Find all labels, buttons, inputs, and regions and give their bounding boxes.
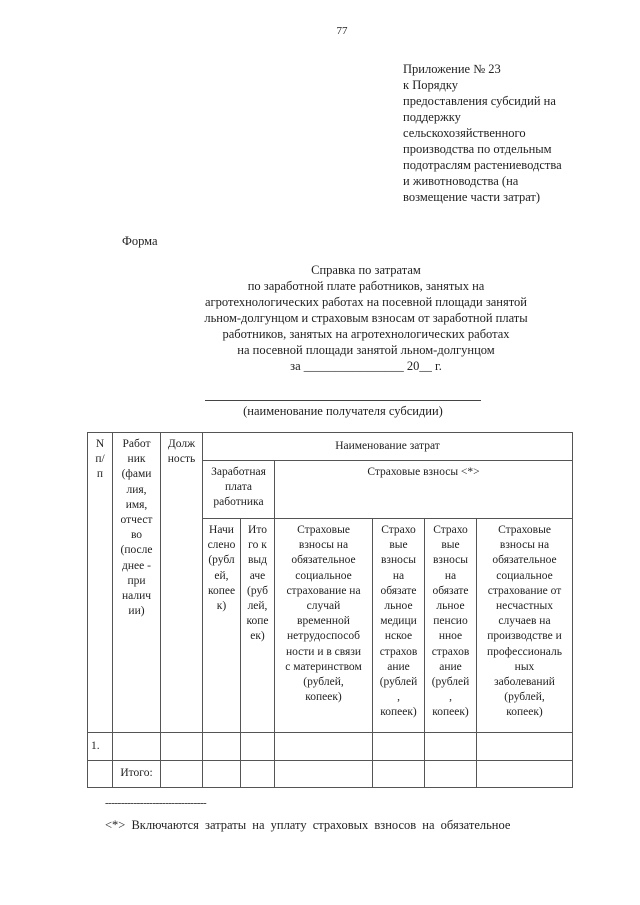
header-social-insurance: Страховые взносы на обязательное социальное страхование на случай временной нетрудоспособ ности и в связи с материнством (рублей, копеек) <box>275 519 373 733</box>
cell[interactable] <box>241 761 275 788</box>
cell[interactable] <box>275 733 373 761</box>
cell[interactable] <box>203 761 241 788</box>
header-salary: Заработная плата работника <box>203 461 275 519</box>
form-label: Форма <box>122 234 158 248</box>
header-worker: Работ ник (фами лия, имя, отчест во (после днее - при налич ии) <box>113 433 161 733</box>
cell[interactable] <box>161 733 203 761</box>
header-accident-insurance: Страховые взносы на обязательное социальное страхование от несчастных случаев на производстве и профессиональ ных заболеваний (рублей, копеек) <box>477 519 573 733</box>
total-row <box>88 761 573 788</box>
footnote: <*> Включаются затраты на уплату страховых взносов на обязательное <box>105 818 511 832</box>
cell[interactable] <box>241 733 275 761</box>
header-num: N п/ п <box>88 433 113 733</box>
cell <box>88 761 113 788</box>
cell[interactable] <box>373 733 425 761</box>
recipient-line <box>205 400 481 401</box>
cell[interactable] <box>203 733 241 761</box>
table-row <box>88 733 573 761</box>
cell[interactable] <box>113 733 161 761</box>
header-payable: Ито го к выд аче (руб лей, копе ек) <box>241 519 275 733</box>
cell[interactable] <box>161 761 203 788</box>
recipient-caption: (наименование получателя субсидии) <box>243 404 443 418</box>
cell[interactable] <box>477 761 573 788</box>
appendix-reference: Приложение № 23 к Порядку предоставления субсидий на поддержку сельскохозяйственного производства по отдельным подотраслям растениеводства и животноводства (на возмещение части затрат) <box>403 62 562 204</box>
cost-table <box>87 432 573 788</box>
header-insurance: Страховые взносы <*> <box>275 461 573 519</box>
total-label: Итого: <box>113 761 161 788</box>
header-cost-name: Наименование затрат <box>203 433 573 461</box>
cell[interactable] <box>425 761 477 788</box>
page-number: 77 <box>336 25 348 37</box>
cell[interactable] <box>425 733 477 761</box>
footnote-separator: -------------------------------- <box>105 797 207 809</box>
cell[interactable] <box>477 733 573 761</box>
document-title: Справка по затратам по заработной плате работников, занятых на агротехнологических работах на посевной площади занятой льном-долгунцом и страховым взносам от заработной платы работников, занятых на агротехнологических работах на посевной площади занятой льном-долгунцом за ________________ 20__ г. <box>204 263 528 373</box>
header-pension-insurance: Страхо вые взносы на обязате льное пенсио нное страхов ание (рублей , копеек) <box>425 519 477 733</box>
header-position: Долж ность <box>161 433 203 733</box>
cell[interactable] <box>373 761 425 788</box>
row-number: 1. <box>88 733 113 761</box>
header-accrued: Начи слено (рубл ей, копее к) <box>203 519 241 733</box>
header-medical-insurance: Страхо вые взносы на обязате льное медици нское страхов ание (рублей , копеек) <box>373 519 425 733</box>
cell[interactable] <box>275 761 373 788</box>
